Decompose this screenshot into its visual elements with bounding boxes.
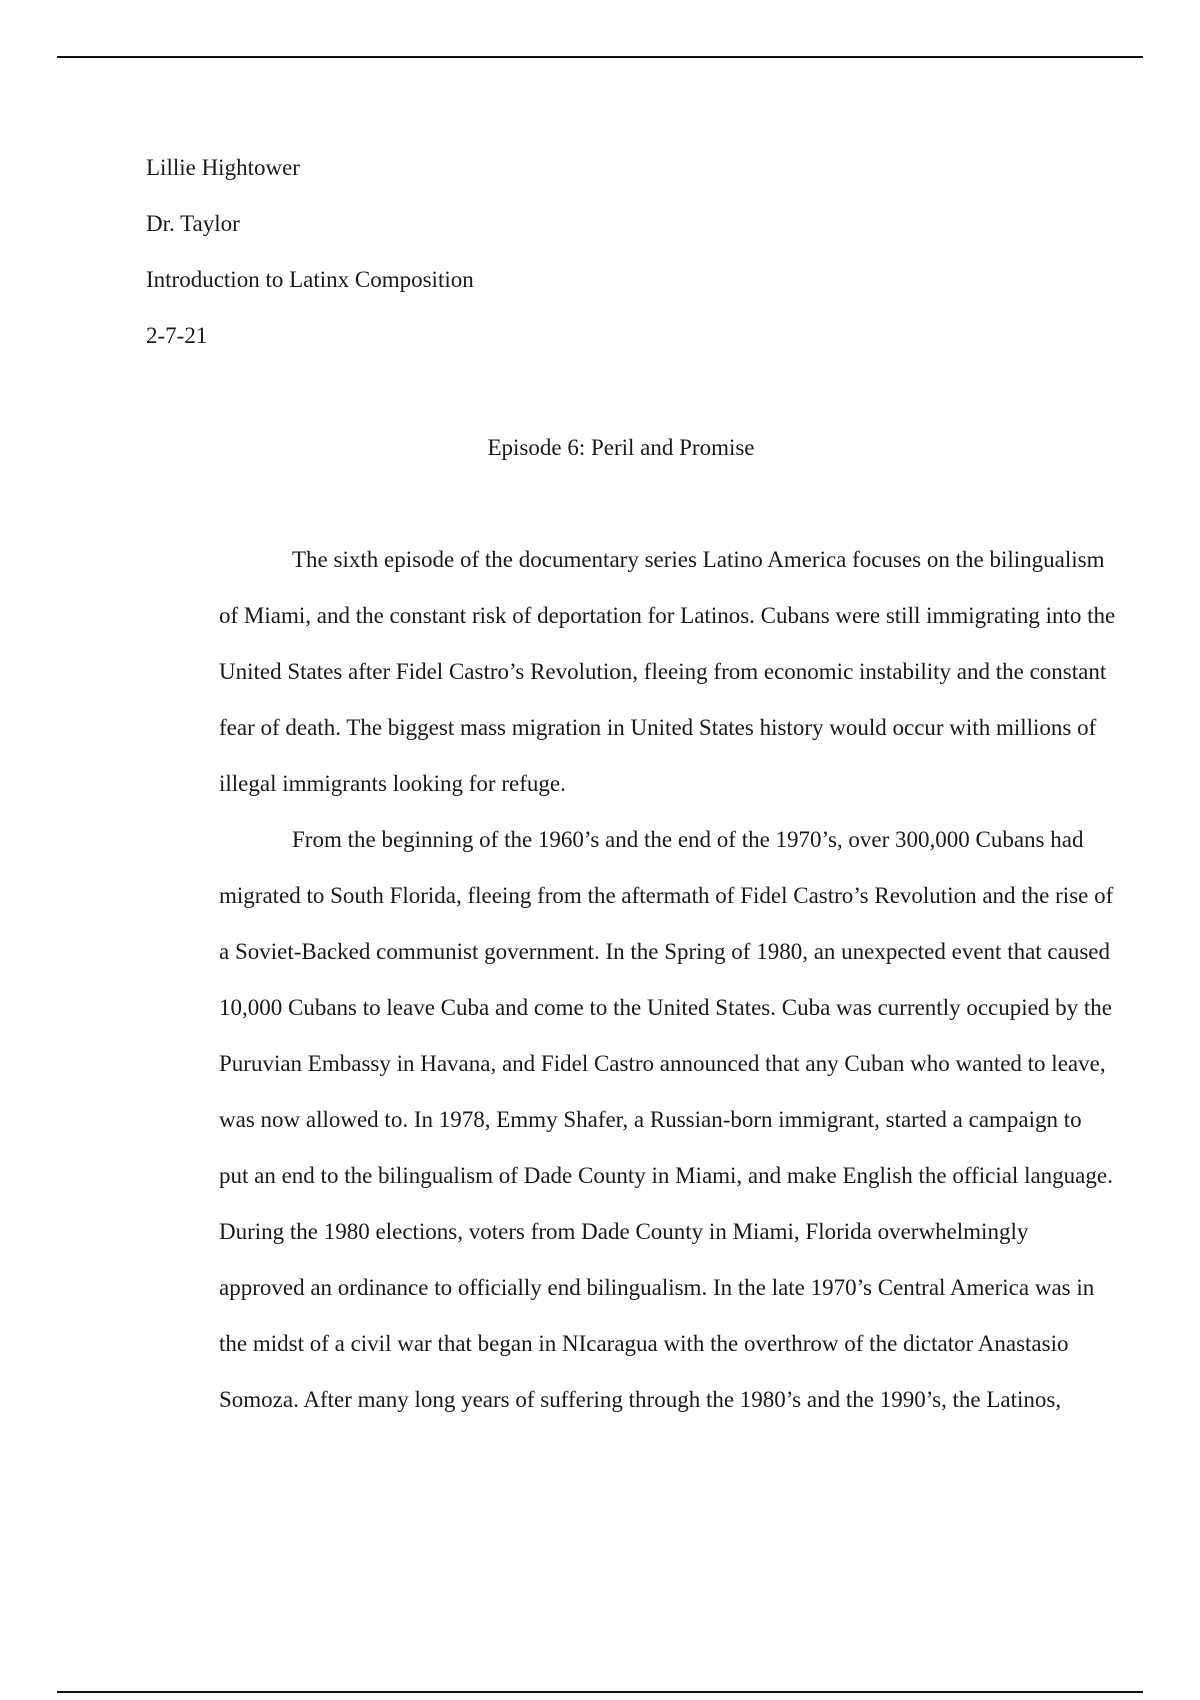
paragraph-line: the midst of a civil war that began in NIcaragua with the overthrow of the dictator Anastasio	[219, 1331, 1069, 1356]
paragraph-line: United States after Fidel Castro’s Revolution, fleeing from economic instability and the constant	[219, 659, 1107, 684]
bottom-rule	[57, 1691, 1143, 1693]
instructor-name: Dr. Taylor	[146, 211, 240, 236]
paragraph-line: Somoza. After many long years of suffering through the 1980’s and the 1990’s, the Latinos,	[219, 1387, 1062, 1412]
paragraph-line: of Miami, and the constant risk of deportation for Latinos. Cubans were still immigrating into the	[219, 603, 1116, 628]
paragraph-line: During the 1980 elections, voters from Dade County in Miami, Florida overwhelmingly	[219, 1219, 1029, 1244]
paragraph-2	[146, 812, 1114, 1428]
document-body	[146, 532, 1116, 1428]
top-rule	[57, 56, 1143, 58]
document-date: 2-7-21	[146, 323, 208, 348]
paragraph-line: 10,000 Cubans to leave Cuba and come to the United States. Cuba was currently occupied by the	[219, 995, 1112, 1020]
course-name: Introduction to Latinx Composition	[146, 267, 474, 292]
paragraph-line: approved an ordinance to officially end bilingualism. In the late 1970’s Central America was in	[219, 1275, 1095, 1300]
paragraph-line: put an end to the bilingualism of Dade County in Miami, and make English the official language.	[219, 1163, 1113, 1188]
paragraph-line: migrated to South Florida, fleeing from the aftermath of Fidel Castro’s Revolution and the rise of	[219, 883, 1114, 908]
document-page	[146, 140, 1116, 1428]
paragraph-line: From the beginning of the 1960’s and the end of the 1970’s, over 300,000 Cubans had	[292, 827, 1084, 852]
paragraph-line: Puruvian Embassy in Havana, and Fidel Castro announced that any Cuban who wanted to leave,	[219, 1051, 1106, 1076]
document-title: Episode 6: Peril and Promise	[487, 435, 755, 460]
paragraph-line: The sixth episode of the documentary series Latino America focuses on the bilingualism	[292, 547, 1105, 572]
paragraph-line: fear of death. The biggest mass migration in United States history would occur with millions of	[219, 715, 1097, 740]
paragraph-line: was now allowed to. In 1978, Emmy Shafer, a Russian-born immigrant, started a campaign to	[219, 1107, 1082, 1132]
paragraph-1	[146, 532, 1116, 812]
student-name: Lillie Hightower	[146, 155, 300, 180]
paragraph-line: a Soviet-Backed communist government. In the Spring of 1980, an unexpected event that caused	[219, 939, 1111, 964]
paragraph-line: illegal immigrants looking for refuge.	[219, 771, 566, 796]
